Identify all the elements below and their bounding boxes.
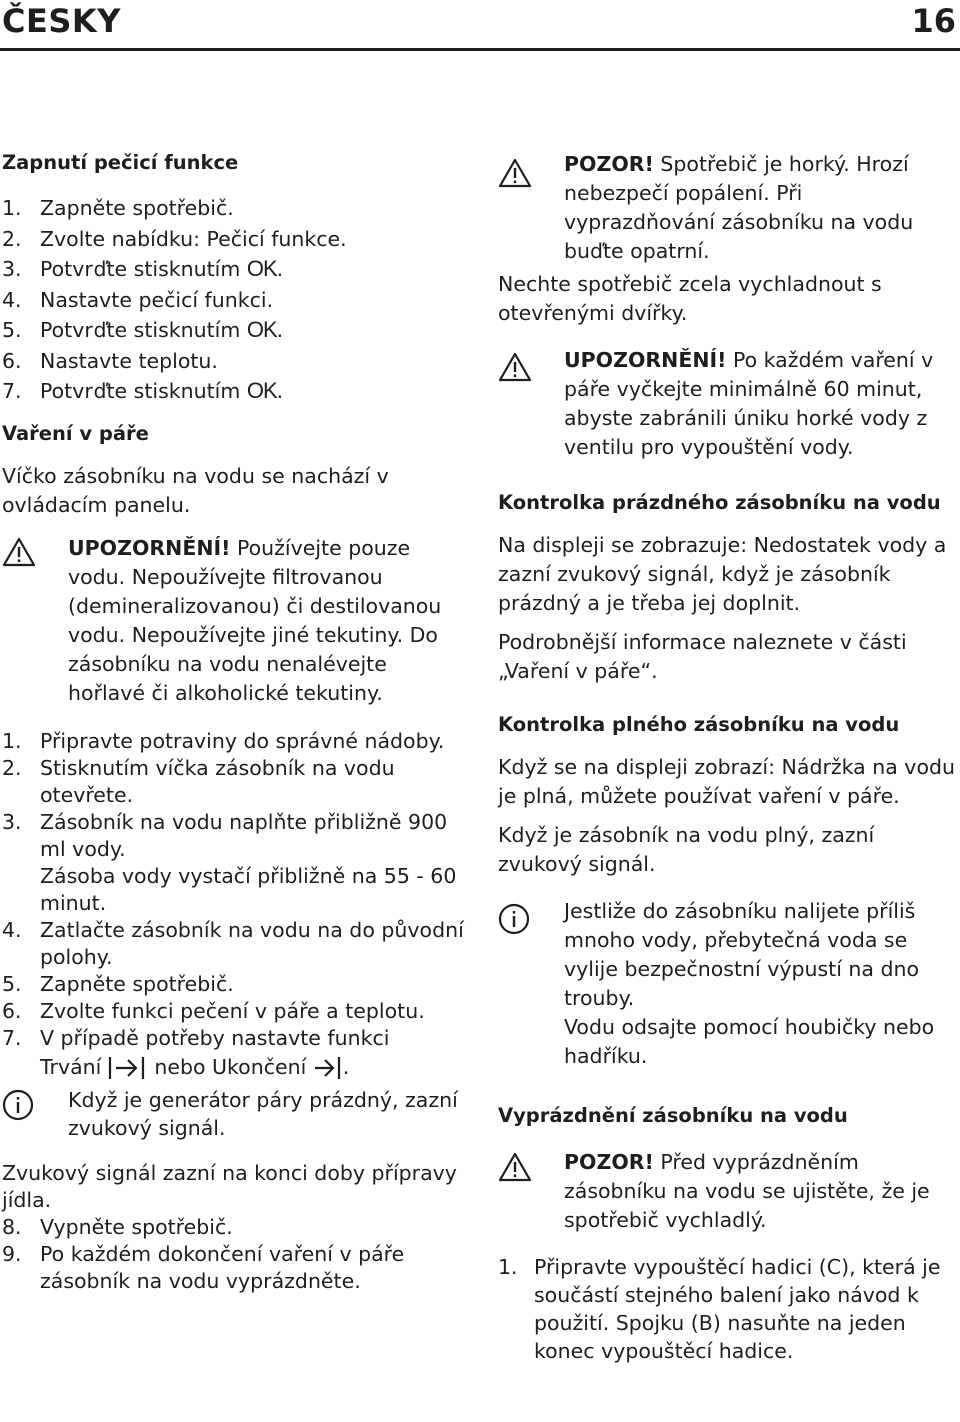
- info-icon: [498, 897, 564, 1071]
- page-header: [0, 0, 960, 50]
- section-title-full-tank: Kontrolka plného zásobníku na vodu: [498, 713, 900, 736]
- step-number: 9.: [2, 1241, 22, 1266]
- warning-text: Po každém vaření v páře vyčkejte minimálně 60 minut, abyste zabránili úniku horké vody z ventilu pro vypouštění vody.: [564, 348, 934, 459]
- section-title-empty-procedure: Vyprázdnění zásobníku na vodu: [498, 1104, 848, 1127]
- full-tank-p2: Když je zásobník na vodu plný, zazní zvukový signál.: [498, 823, 875, 876]
- caution-text: Před vyprázdněním zásobníku na vodu se ujistěte, že je spotřebič vychladlý.: [564, 1150, 930, 1232]
- full-tank-p1: Když se na displeji zobrazí: Nádržka na vodu je plná, můžete používat vaření v páře.: [498, 755, 955, 808]
- step-number: 1.: [2, 196, 22, 220]
- warning-text: Používejte pouze vodu. Nepoužívejte filtrovanou (demineralizovanou) či destilovanou vodu. Nepoužívejte jiné tekutiny. Do zásobníku na vodu nenalévejte hořlavé či alkoholické tekutiny.: [68, 535, 442, 705]
- list-item: [2, 346, 464, 377]
- list-item: [2, 1241, 464, 1295]
- list-item: [2, 315, 464, 346]
- duration-icon: [108, 1054, 148, 1082]
- warning-icon: [498, 346, 564, 462]
- list-item: [2, 809, 464, 917]
- list-item: [2, 285, 464, 316]
- step-number: 8.: [2, 1214, 22, 1239]
- steam-intro: Víčko zásobníku na vodu se nachází v ovládacím panelu.: [2, 463, 389, 517]
- step-text: Zvolte funkci pečení v páře a teplotu.: [40, 998, 425, 1023]
- step-number: 6.: [2, 348, 22, 373]
- warning-icon: [498, 150, 564, 266]
- caution-text: Spotřebič je horký. Hrozí nebezpečí popálení. Při vyprazdňování zásobníku na vodu buďte opatrní.: [564, 152, 914, 263]
- right-column: [498, 150, 958, 1365]
- step-number: 4.: [2, 287, 22, 312]
- caution-notice-hot: [498, 150, 958, 266]
- list-item: [2, 998, 464, 1025]
- info-text-2: Vodu odsajte pomocí houbičky nebo hadříku.: [564, 1015, 935, 1068]
- step-extra: Zásoba vody vystačí přibližně na 55 - 60 minut.: [40, 863, 457, 915]
- list-item: [498, 1253, 958, 1365]
- step-text: Stisknutím víčka zásobník na vodu otevřete.: [40, 755, 395, 807]
- list-item: [2, 376, 464, 407]
- left-column: [2, 148, 464, 1295]
- language-title: ČESKY: [2, 2, 121, 40]
- end-dot: .: [342, 1054, 350, 1079]
- step-text: Zapněte spotřebič.: [40, 196, 234, 220]
- step-number: 1.: [2, 728, 22, 753]
- empty-tank-p1: Na displeji se zobrazuje: Nedostatek vody a zazní zvukový signál, když je zásobník prázdný a je třeba jej doplnit.: [498, 533, 947, 615]
- section-title-empty-tank: Kontrolka prázdného zásobníku na vodu: [498, 491, 941, 514]
- step-number: 6.: [2, 998, 22, 1023]
- list-item: [2, 1025, 464, 1052]
- page-number: 16: [911, 2, 956, 40]
- signal-paragraph: Zvukový signál zazní na konci doby přípravy jídla.: [2, 1160, 457, 1212]
- step-text: Po každém dokončení vaření v páře zásobník na vodu vyprázdněte.: [40, 1241, 405, 1293]
- header-rule: [0, 48, 960, 51]
- duration-label: Trvání: [40, 1054, 108, 1079]
- step-text: Potvrďte stisknutím OK.: [40, 378, 284, 403]
- step-text: Potvrďte stisknutím OK.: [40, 256, 284, 281]
- empty-tank-p2: Podrobnější informace naleznete v části „Vaření v páře“.: [498, 630, 907, 683]
- list-item: [2, 755, 464, 809]
- ok-button-glyph: OK: [246, 256, 277, 281]
- ok-button-glyph: OK: [246, 378, 277, 403]
- step-number: 3.: [2, 257, 22, 281]
- step-text: Připravte vypouštěcí hadici (C), která je součástí stejného balení jako návod k použití. Spojku (B) nasuňte na jeden konec vypouštěcí hadice.: [534, 1255, 941, 1363]
- list-item: [2, 224, 464, 255]
- step-text: Nastavte teplotu.: [40, 348, 218, 373]
- section-title-baking: Zapnutí pečicí funkce: [2, 151, 239, 174]
- step-text: Zatlačte zásobník na vodu na do původní polohy.: [40, 917, 464, 969]
- step-text: Připravte potraviny do správné nádoby.: [40, 728, 445, 753]
- end-time-icon: [313, 1054, 343, 1082]
- caution-label: POZOR!: [564, 152, 654, 176]
- step-number: 5.: [2, 318, 22, 342]
- info-icon: [2, 1086, 68, 1142]
- step-number: 1.: [498, 1255, 518, 1279]
- step-number: 4.: [2, 917, 22, 942]
- list-item: [2, 1214, 464, 1241]
- info-text: Jestliže do zásobníku nalijete příliš mnoho vody, přebytečná voda se vylije bezpečnostní výpustí na dno trouby.: [564, 899, 920, 1010]
- step-text: Vypněte spotřebič.: [40, 1214, 233, 1239]
- step-text: Zapněte spotřebič.: [40, 971, 234, 996]
- info-notice-generator: [2, 1086, 464, 1142]
- list-item: [2, 728, 464, 755]
- list-item: [2, 917, 464, 971]
- steam-steps-list: [2, 728, 464, 1052]
- cooldown-paragraph: Nechte spotřebič zcela vychladnout s otevřenými dvířky.: [498, 272, 882, 325]
- list-item: [2, 254, 464, 285]
- warning-label: UPOZORNĚNÍ!: [564, 348, 727, 372]
- step-text: Zásobník na vodu naplňte přibližně 900 ml vody. Zásoba vody vystačí přibližně na 55 - 60 minut.: [40, 809, 464, 917]
- step7-line2: [2, 1054, 464, 1082]
- warning-icon: [2, 534, 68, 708]
- step-number: 7.: [2, 1025, 22, 1050]
- section-title-steam: Vaření v páře: [2, 421, 149, 445]
- baking-steps-list: [2, 193, 464, 407]
- step-text: Zvolte nabídku: Pečicí funkce.: [40, 226, 347, 251]
- final-steps-list: [2, 1214, 464, 1295]
- caution-label: POZOR!: [564, 1150, 654, 1174]
- warning-notice-water: [2, 534, 464, 708]
- step-text: Nastavte pečicí funkci.: [40, 287, 274, 312]
- step-text: Potvrďte stisknutím OK.: [40, 317, 284, 342]
- info-notice-overflow: [498, 897, 958, 1071]
- step-number: 2.: [2, 755, 22, 780]
- warning-icon: [498, 1148, 564, 1235]
- step-number: 2.: [2, 226, 22, 251]
- step-number: 5.: [2, 971, 22, 996]
- ok-button-glyph: OK: [246, 317, 277, 342]
- info-text: Když je generátor páry prázdný, zazní zvukový signál.: [68, 1087, 458, 1140]
- caution-notice-cool: [498, 1148, 958, 1235]
- list-item: [2, 971, 464, 998]
- list-item: [2, 193, 464, 224]
- warning-notice-wait: [498, 346, 958, 462]
- warning-label: UPOZORNĚNÍ!: [68, 535, 231, 560]
- end-label: nebo Ukončení: [147, 1054, 313, 1079]
- step-text: V případě potřeby nastavte funkci: [40, 1025, 390, 1050]
- step-number: 3.: [2, 809, 22, 834]
- step-number: 7.: [2, 379, 22, 403]
